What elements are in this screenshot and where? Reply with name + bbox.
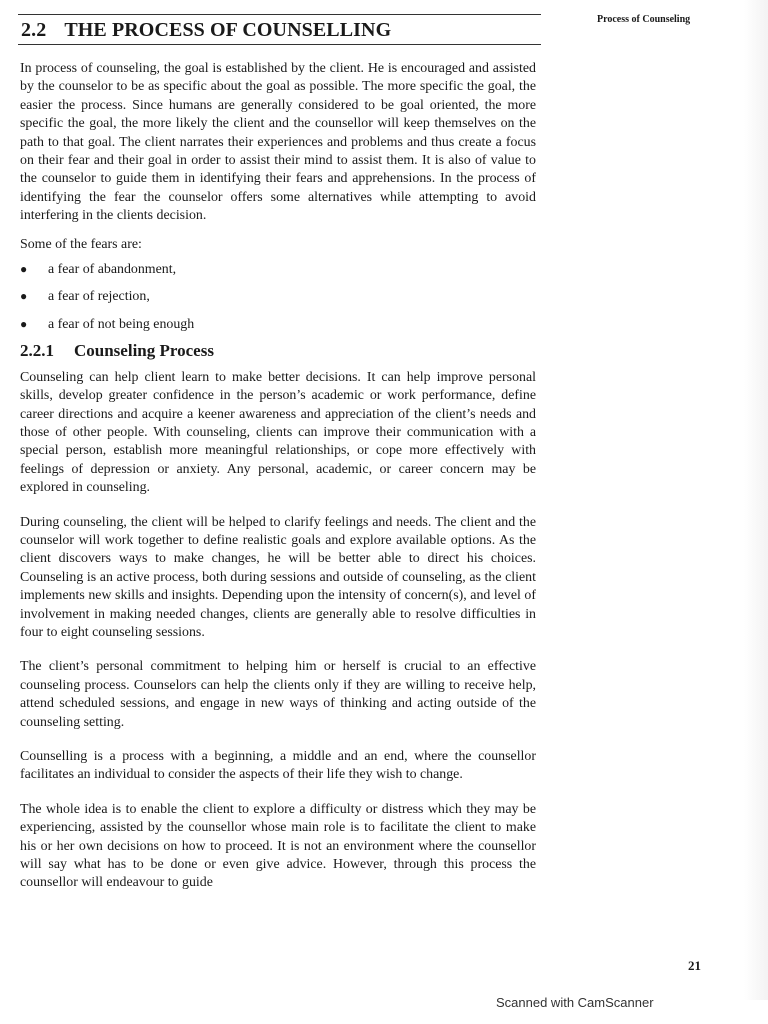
bullet-icon: ● xyxy=(20,316,28,331)
section-title xyxy=(21,19,541,42)
list-item xyxy=(20,260,536,279)
page-edge-shadow xyxy=(744,0,768,1000)
list-item xyxy=(20,315,536,334)
subsection-title xyxy=(20,342,536,360)
subsection-title-text: Counseling Process xyxy=(74,341,214,361)
intro-paragraph: In process of counseling, the goal is established by the client. He is encouraged and assisted by the counselor to be as specific about the goal as possible. The more specific the goal, the easier the process. Since humans are generally considered to be goal oriented, the more specific the goal, the more likely the client and the counsellor will keep themselves on the path to that goal. The client narrates their experiences and problems and thus create a focus on their fear and their goal in order to assist their mind to assist them. It is also of value to the counselor to guide them in identifying their fears and apprehensions. In the process of identifying the fear the counselor offers some alternatives while attempting to avoid interfering in the clients decision. xyxy=(20,61,536,224)
fears-list xyxy=(20,260,536,334)
running-head: Process of Counseling xyxy=(597,14,691,25)
bullet-icon: ● xyxy=(20,262,28,277)
body-paragraph: The whole idea is to enable the client to explore a difficulty or distress which they may be experiencing, assisted by the counsellor whose main role is to facilitate the client to make his or her own decisions on how to proceed. It is not an environment where the counsellor will say what has to be done or even give advice. However, through this process the counsellor will endeavour to guide xyxy=(20,801,536,891)
scanner-watermark: Scanned with CamScanner xyxy=(496,995,654,1010)
body-paragraph: Counseling can help client learn to make better decisions. It can help improve personal skills, develop greater confidence in the person’s academic or work performance, define career directions and acquire a keener awareness and appreciation of the client’s needs and those of other people. With counseling, clients can improve their communication with a special person, establish more meaningful relationships, or cope more effectively with feelings of depression or anxiety. Any personal, academic, or career concern may be explored in counseling. xyxy=(20,369,536,496)
section-title-text: THE PROCESS OF COUNSELLING xyxy=(64,19,392,41)
body-paragraph: The client’s personal commitment to helping him or herself is crucial to an effective counseling process. Counselors can help the clients only if they are willing to receive help, attend scheduled sessions, and engage in new ways of thinking and acting outside of the counseling setting. xyxy=(20,659,536,730)
list-item-text: a fear of rejection, xyxy=(48,289,150,305)
fears-lead: Some of the fears are: xyxy=(20,236,142,252)
section-number: 2.2 xyxy=(21,19,47,41)
body-paragraph: During counseling, the client will be helped to clarify feelings and needs. The client and the counselor will work together to define realistic goals and explore available options. As the client discovers ways to make changes, he will be better able to direct his choices. Counseling is an active process, both during sessions and outside of counseling, as the client implements new skills and insights. Depending upon the intensity of concern(s), and level of involvement in making needed changes, clients are generally able to resolve difficulties in four to eight counseling sessions. xyxy=(20,514,536,640)
bullet-icon: ● xyxy=(20,289,28,304)
list-item xyxy=(20,287,536,306)
list-item-text: a fear of not being enough xyxy=(48,316,195,332)
section-heading-block xyxy=(18,14,541,45)
page-number: 21 xyxy=(688,958,701,973)
list-item-text: a fear of abandonment, xyxy=(48,262,177,278)
body-paragraph: Counselling is a process with a beginning, a middle and an end, where the counsellor facilitates an individual to consider the aspects of their life they wish to change. xyxy=(20,749,536,783)
page-body xyxy=(20,60,536,903)
subsection-number: 2.2.1 xyxy=(20,341,54,361)
